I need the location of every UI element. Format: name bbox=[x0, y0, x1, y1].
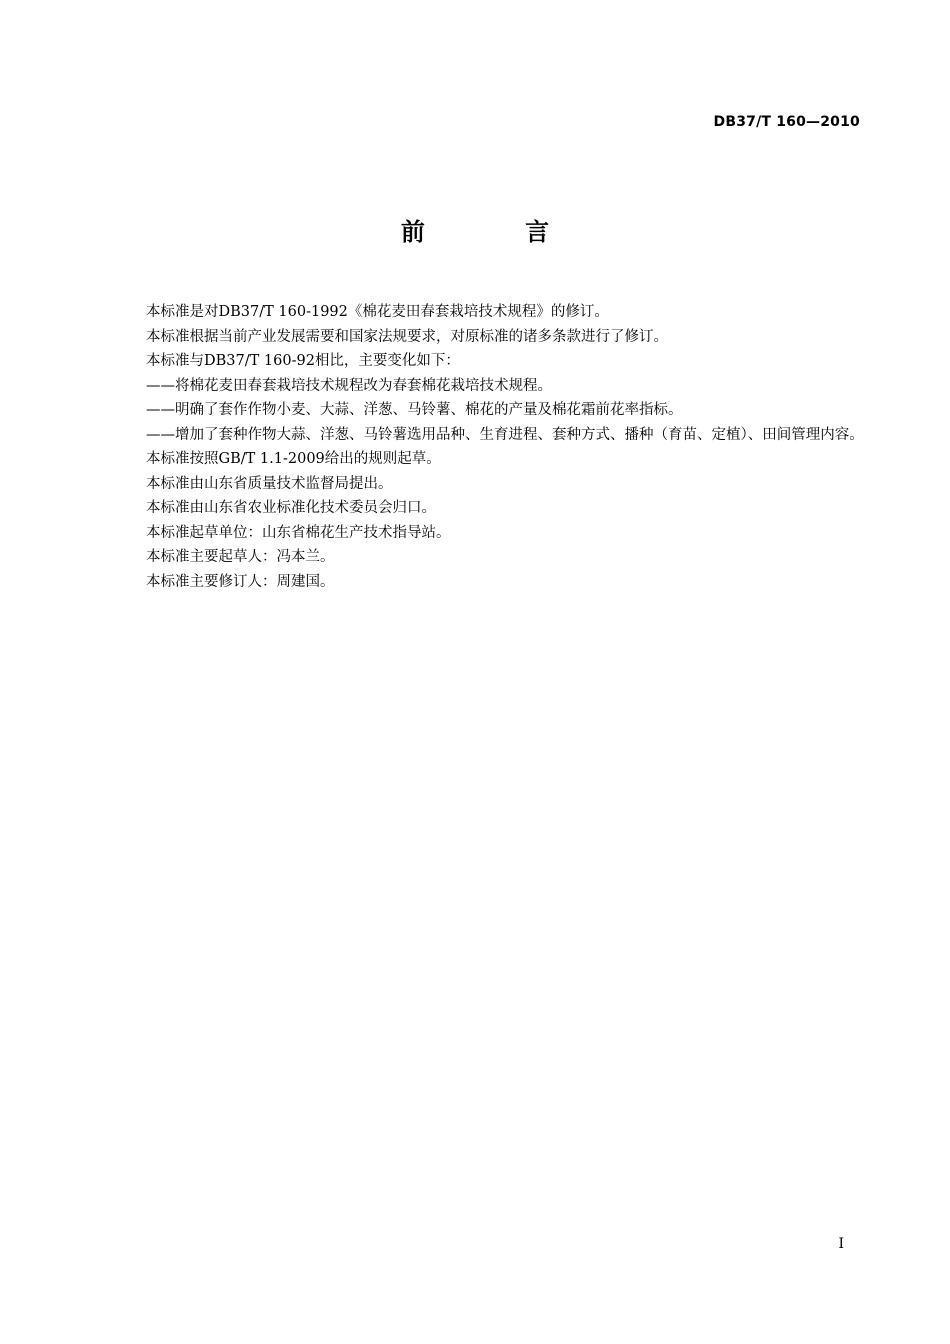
list-item-change-title: ——将棉花麦田春套栽培技术规程改为春套棉花栽培技术规程。 bbox=[146, 377, 552, 394]
list-item-change-yield: ——明确了套作作物小麦、大蒜、洋葱、马铃薯、棉花的产量及棉花霜前花率指标。 bbox=[146, 402, 683, 418]
paragraph-drafting-unit: 本标准起草单位：山东省棉花生产技术指导站。 bbox=[146, 524, 451, 541]
page-title: 前 言 bbox=[400, 218, 596, 246]
page-number: I bbox=[838, 1236, 844, 1252]
paragraph-revision-basis: 本标准根据当前产业发展需要和国家法规要求，对原标准的诸多条款进行了修订。 bbox=[146, 328, 668, 345]
paragraph-proposed-by: 本标准由山东省质量技术监督局提出。 bbox=[146, 475, 393, 492]
standard-code: DB37/T 160—2010 bbox=[713, 114, 860, 130]
paragraph-drafting-rules: 本标准按照GB/T 1.1-2009给出的规则起草。 bbox=[146, 451, 441, 467]
paragraph-revision-of: 本标准是对DB37/T 160-1992《棉花麦田春套栽培技术规程》的修订。 bbox=[146, 304, 609, 320]
foreword-body bbox=[116, 300, 864, 594]
paragraph-main-changes: 本标准与DB37/T 160-92相比，主要变化如下： bbox=[146, 353, 460, 369]
paragraph-centralized-by: 本标准由山东省农业标准化技术委员会归口。 bbox=[146, 500, 436, 516]
paragraph-main-reviser: 本标准主要修订人：周建国。 bbox=[146, 573, 335, 590]
paragraph-main-drafter: 本标准主要起草人：冯本兰。 bbox=[146, 549, 335, 565]
list-item-change-content: ——增加了套种作物大蒜、洋葱、马铃薯选用品种、生育进程、套种方式、播种（育苗、定植）、田间管理内容。 bbox=[146, 426, 864, 443]
